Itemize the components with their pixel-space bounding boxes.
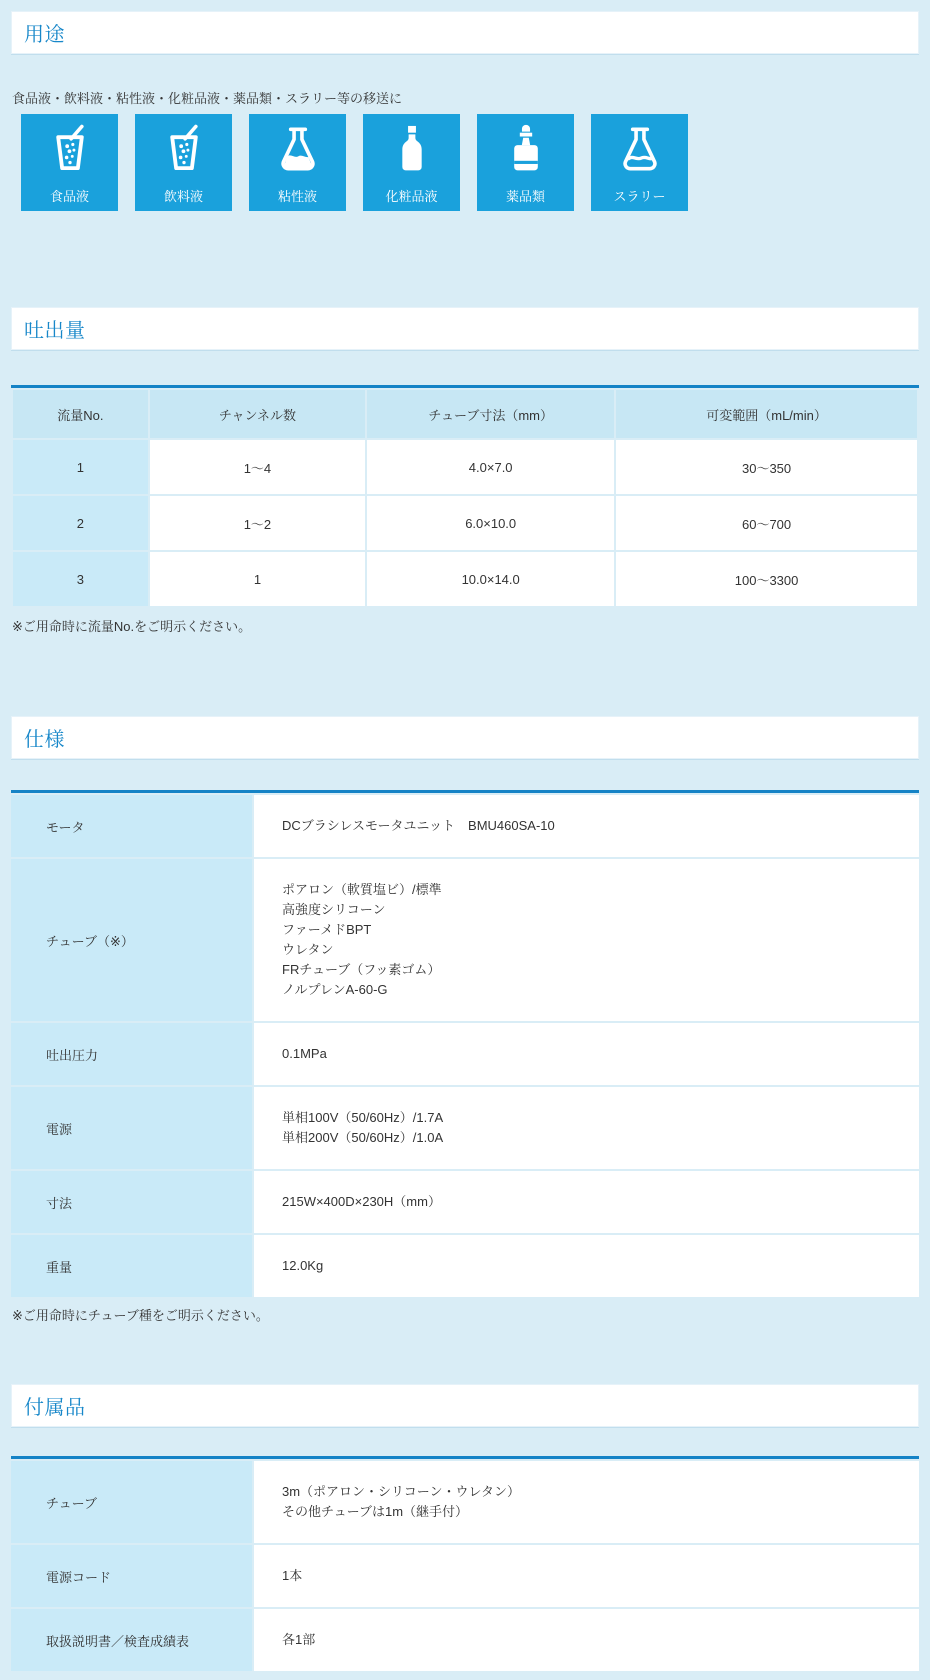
usage-tile [477, 114, 574, 211]
accessory-row [11, 1609, 919, 1671]
usage-section-header [11, 11, 919, 54]
discharge-section-title: 吐出量 [24, 320, 86, 342]
table-row [13, 440, 917, 494]
table-cell: 100〜3300 [616, 552, 917, 606]
tile-label: 化粧品液 [385, 189, 438, 204]
row-value-line: 12.0Kg [282, 1258, 324, 1273]
section-discharge [0, 307, 930, 635]
row-label: 寸法 [11, 1171, 252, 1233]
row-label: モータ [11, 795, 252, 857]
row-header-cell: 1 [13, 440, 148, 494]
usage-tile [591, 114, 688, 211]
row-value [254, 1087, 919, 1169]
row-value-line: 0.1MPa [282, 1046, 327, 1061]
column-header: 可変範囲（mL/min） [616, 390, 917, 438]
tile-label: 食品液 [49, 189, 89, 204]
row-header-cell: 3 [13, 552, 148, 606]
accessory-row [11, 1545, 919, 1607]
row-value-line: 1本 [282, 1568, 303, 1583]
discharge-table [11, 388, 919, 608]
usage-tiles [21, 114, 930, 211]
table-cell: 1〜2 [150, 496, 366, 550]
row-value-line: ポアロン（軟質塩ビ）/標準 [282, 882, 442, 897]
accessory-row [11, 1461, 919, 1543]
row-value-line: ノルプレンA-60-G [282, 982, 388, 997]
table-cell: 6.0×10.0 [367, 496, 614, 550]
tile-label: 粘性液 [277, 189, 317, 204]
column-header: チャンネル数 [150, 390, 366, 438]
row-value-line: 単相100V（50/60Hz）/1.7A [282, 1110, 444, 1125]
usage-description: 食品液・飲料液・粘性液・化粧品液・薬品類・スラリー等の移送に [12, 91, 403, 106]
specs-note: ※ご用命時にチューブ種をご明示ください。 [12, 1308, 269, 1323]
tile-label: スラリー [613, 189, 666, 204]
usage-tile [363, 114, 460, 211]
section-specs [0, 716, 930, 1324]
column-header: 流量No. [13, 390, 148, 438]
row-label: チューブ（※） [11, 859, 252, 1021]
table-cell: 30〜350 [616, 440, 917, 494]
specs-section-title: 仕様 [24, 729, 65, 751]
spec-table [11, 790, 919, 1297]
row-label: 取扱説明書／検査成績表 [11, 1609, 252, 1671]
specs-section-header [11, 716, 919, 759]
section-accessories [0, 1384, 930, 1671]
table-cell: 1 [150, 552, 366, 606]
tile-label: 飲料液 [163, 189, 203, 204]
discharge-section-header [11, 307, 919, 350]
spec-row [11, 1235, 919, 1297]
tile-label: 薬品類 [505, 189, 545, 204]
column-header: チューブ寸法（mm） [367, 390, 614, 438]
discharge-note: ※ご用命時に流量No.をご明示ください。 [12, 619, 252, 634]
table-row [13, 496, 917, 550]
row-label: 重量 [11, 1235, 252, 1297]
row-value-line: 215W×400D×230H（mm） [282, 1194, 441, 1209]
usage-tile [21, 114, 118, 211]
row-value-line: その他チューブは1m（継手付） [282, 1504, 469, 1519]
row-value-line: 3m（ポアロン・シリコーン・ウレタン） [282, 1484, 521, 1499]
spec-row [11, 1087, 919, 1169]
usage-tile [249, 114, 346, 211]
usage-section-title: 用途 [24, 24, 65, 46]
row-value [254, 1609, 919, 1671]
section-usage [0, 11, 930, 211]
row-label: 吐出圧力 [11, 1023, 252, 1085]
row-value-line: 高強度シリコーン [282, 902, 386, 917]
row-value-line: DCブラシレスモータユニット BMU460SA-10 [282, 818, 555, 833]
table-cell: 4.0×7.0 [367, 440, 614, 494]
row-label: チューブ [11, 1461, 252, 1543]
row-value-line: 各1部 [282, 1632, 316, 1647]
accessories-section-header [11, 1384, 919, 1427]
row-value [254, 859, 919, 1021]
row-value [254, 1023, 919, 1085]
spec-row [11, 795, 919, 857]
usage-tile [135, 114, 232, 211]
spec-row [11, 859, 919, 1021]
discharge-table-wrap [11, 385, 919, 608]
row-header-cell: 2 [13, 496, 148, 550]
row-value-line: FRチューブ（フッ素ゴム） [282, 962, 441, 977]
row-value-line: ファーメドBPT [282, 922, 372, 937]
row-label: 電源 [11, 1087, 252, 1169]
row-value [254, 1461, 919, 1543]
row-value [254, 1545, 919, 1607]
row-value [254, 795, 919, 857]
table-cell: 1〜4 [150, 440, 366, 494]
row-value-line: ウレタン [282, 942, 334, 957]
row-value-line: 単相200V（50/60Hz）/1.0A [282, 1130, 444, 1145]
row-value [254, 1235, 919, 1297]
row-label: 電源コード [11, 1545, 252, 1607]
spec-row [11, 1023, 919, 1085]
table-cell: 10.0×14.0 [367, 552, 614, 606]
spec-row [11, 1171, 919, 1233]
row-value [254, 1171, 919, 1233]
table-cell: 60〜700 [616, 496, 917, 550]
table-row [13, 552, 917, 606]
accessories-table [11, 1456, 919, 1671]
accessories-section-title: 付属品 [24, 1397, 86, 1419]
